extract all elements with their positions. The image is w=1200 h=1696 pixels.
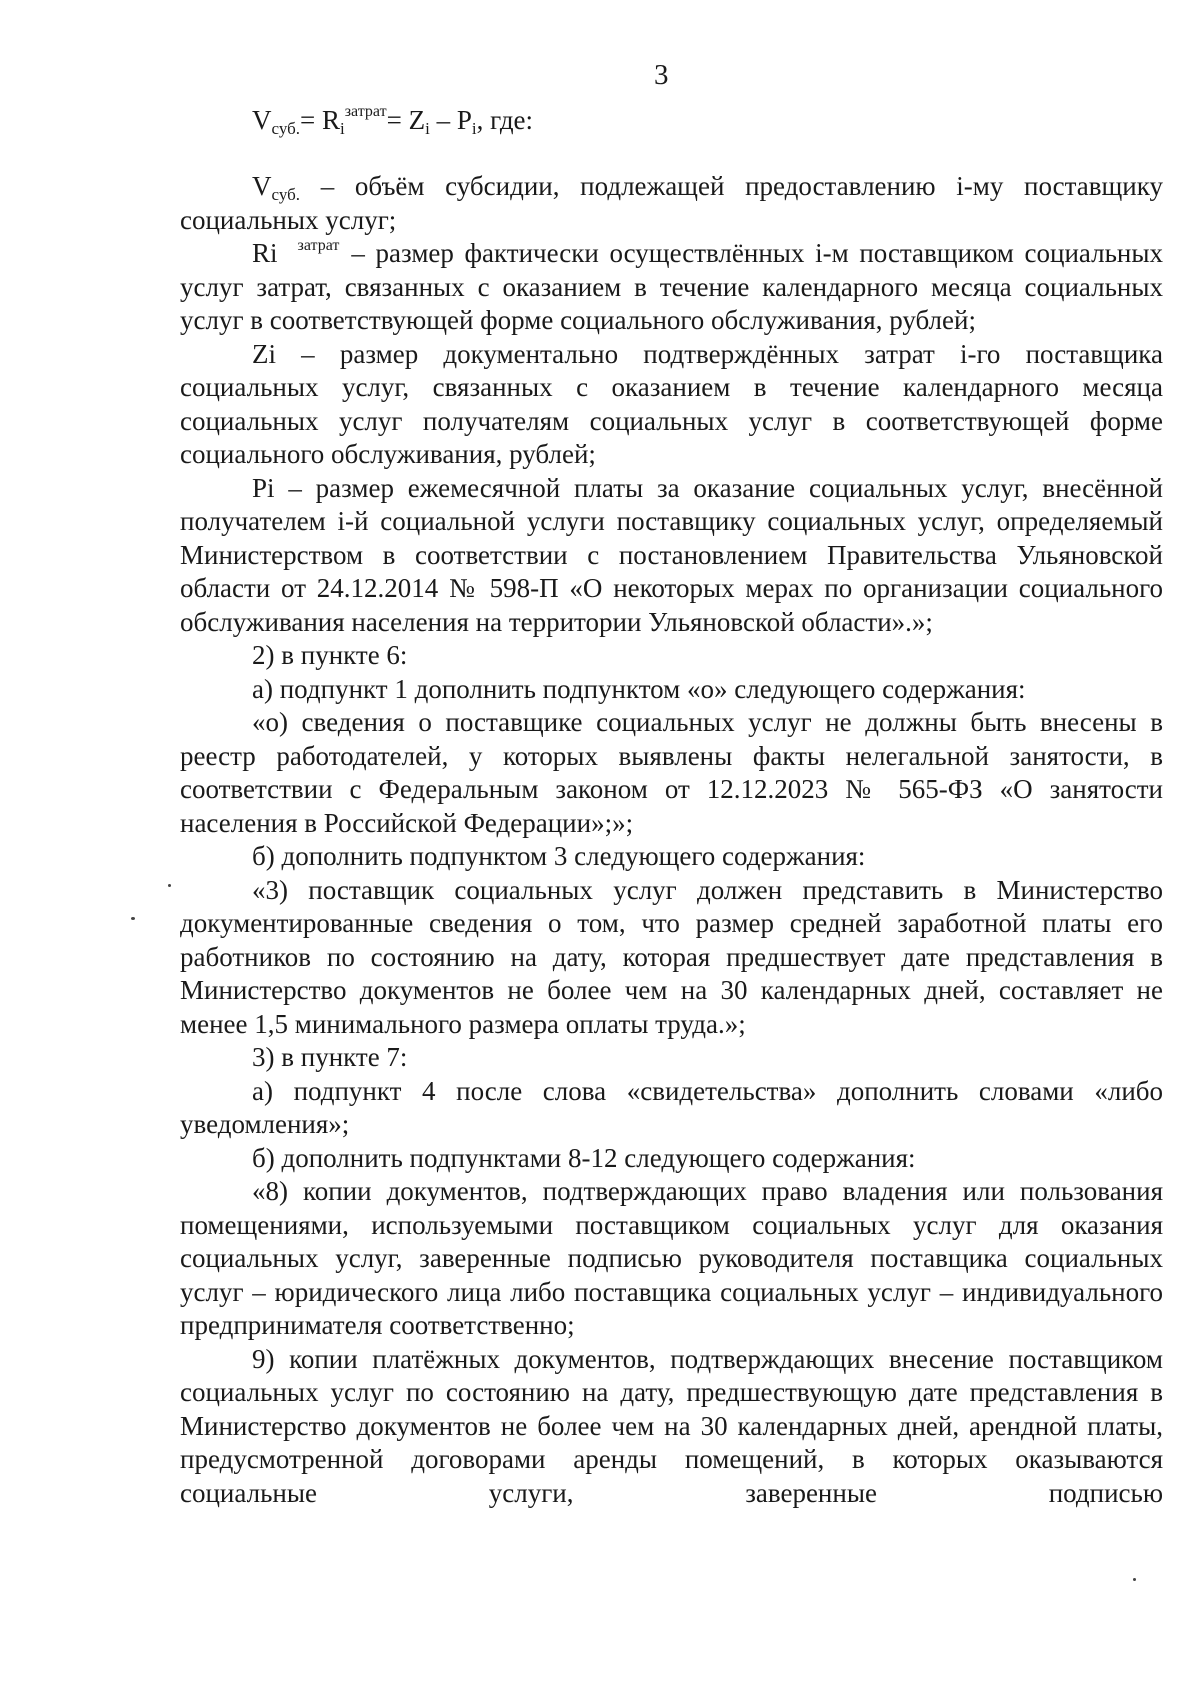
definition-r-symbol: Ri [252, 238, 278, 268]
formula-v: V [252, 105, 272, 135]
page-number: 3 [654, 59, 669, 91]
paragraph: а) подпункт 4 после слова «свидетельства» дополнить словами «либо уведомления»; [180, 1075, 1163, 1139]
scan-speck [168, 884, 171, 887]
formula-z-subscript: i [425, 119, 430, 138]
paragraph: 9) копии платёжных документов, подтверждающих внесение поставщиком социальных услуг по состоянию на дату, предшествующую дате представления в Министерство документов не более чем на 30 календарных дней, арендной платы, предусмотренной договорами аренды помещений, в которых оказываются социальные услуги, заверенные подписью [180, 1343, 1163, 1508]
formula-r-subscript: i [340, 119, 345, 138]
document-body [180, 170, 1163, 1510]
formula-minus-p: – P [429, 105, 472, 135]
paragraph: «8) копии документов, подтверждающих право владения или пользования помещениями, используемыми поставщиком социальных услуг для оказания социальных услуг, заверенные подписью руководителя поставщика социальных услуг – юридического лица либо поставщика социальных услуг – индивидуального предпринимателя соответственно; [180, 1176, 1163, 1340]
formula-r-superscript: затрат [344, 103, 387, 120]
formula-v-subscript: суб. [271, 119, 300, 138]
definition-r [180, 237, 1163, 338]
definition-v-subscript: суб. [271, 185, 300, 204]
formula-eq-r: = R [300, 105, 340, 135]
formula-tail: , где: [476, 105, 534, 135]
definition-z: Zi – размер документально подтверждённых затрат i-го поставщика социальных услуг, связанных с оказанием в течение календарного месяца социальных услуг получателям социальных услуг в соответствующей форме социального обслуживания, рублей; [180, 338, 1163, 469]
definition-v-symbol: V [252, 171, 272, 201]
definition-p: Pi – размер ежемесячной платы за оказание социальных услуг, внесённой получателем i-й социальной услуги поставщику социальных услуг, определяемый Министерством в соответствии с постановлением Правительства Ульяновской области от 24.12.2014 № 598-П «О некоторых мерах по организации социального обслуживания населения на территории Ульяновской области».»; [180, 472, 1163, 637]
definition-r-text: – размер фактически осуществлённых i-м поставщиком социальных услуг затрат, связанных с оказанием в течение календарного месяца социальных услуг в соответствующей форме социального обслуживания, рублей; [180, 238, 1163, 335]
paragraph: «3) поставщик социальных услуг должен представить в Министерство документированные сведения о том, что размер средней заработной платы его работников по состоянию на дату, которая предшествует дате представления в Министерство документов не более чем на 30 календарных дней, составляет не менее 1,5 минимального размера оплаты труда.»; [180, 874, 1163, 1039]
paragraph: 2) в пункте 6: [252, 640, 408, 670]
formula-eq-z: = Z [386, 105, 426, 135]
formula-p-subscript: i [471, 119, 477, 138]
paragraph: б) дополнить подпунктами 8-12 следующего содержания: [252, 1142, 916, 1173]
definition-v-text: – объём субсидии, подлежащей предоставлению i-му поставщику социальных услуг; [180, 171, 1163, 235]
subsidy-formula [252, 103, 533, 137]
paragraph: а) подпункт 1 дополнить подпунктом «о» следующего содержания: [252, 673, 1026, 704]
scan-speck [1133, 1578, 1136, 1581]
definition-r-superscript: затрат [297, 237, 340, 254]
definition-v [180, 170, 1163, 237]
paragraph: 3) в пункте 7: [252, 1042, 408, 1072]
paragraph: б) дополнить подпунктом 3 следующего содержания: [252, 841, 866, 871]
scan-speck [131, 917, 135, 920]
paragraph: «о) сведения о поставщике социальных услуг не должны быть внесены в реестр работодателей, у которых выявлены факты нелегальной занятости, в соответствии с Федеральным законом от 12.12.2023 № 565-ФЗ «О занятости населения в Российской Федерации»;»; [180, 707, 1163, 838]
